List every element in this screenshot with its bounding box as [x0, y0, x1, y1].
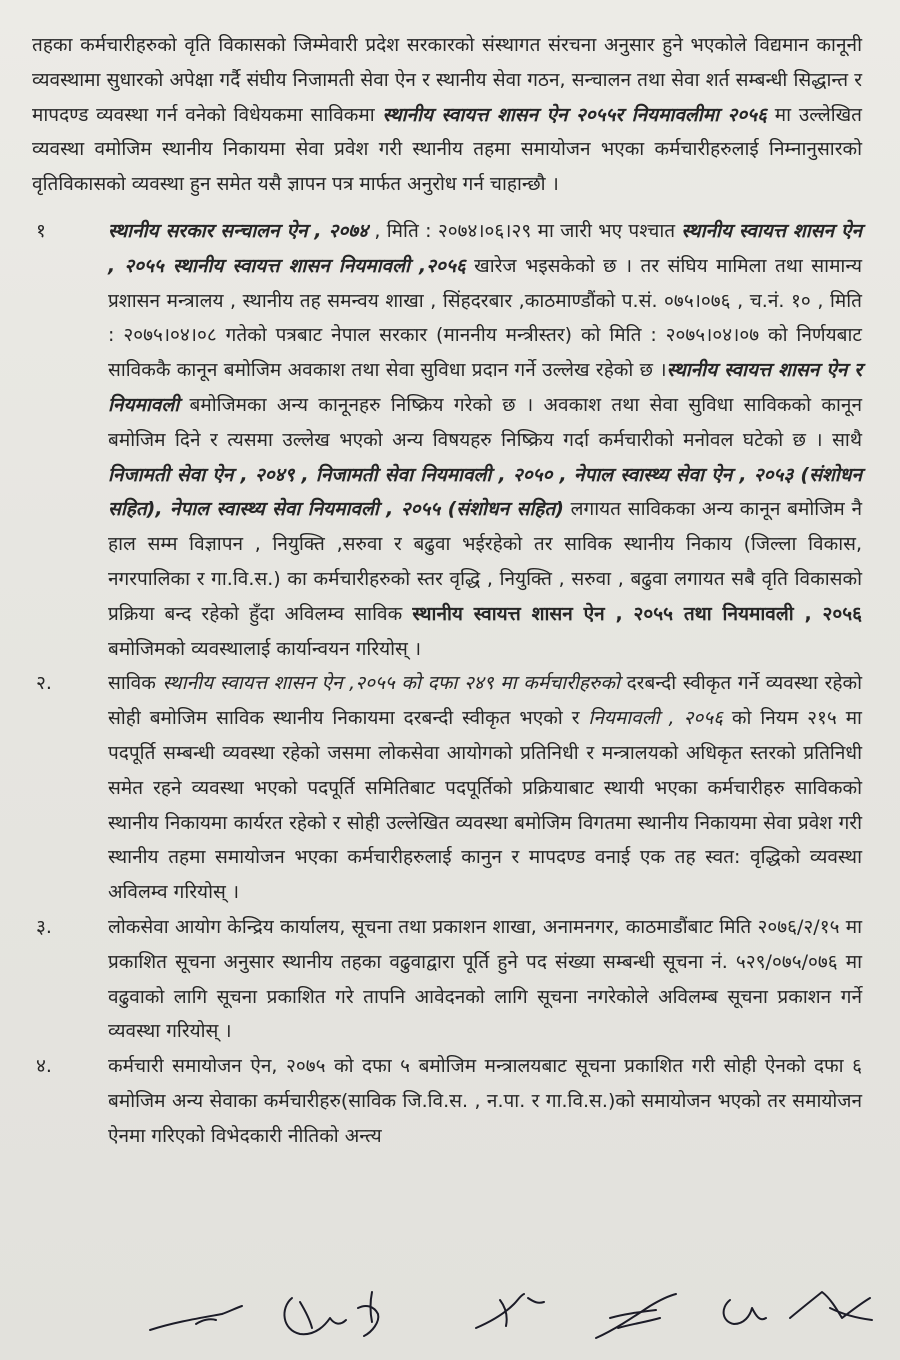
- signature-3: [358, 1292, 378, 1336]
- item-1-text-1: , मिति : २०७४।०६।२९ मा जारी भए पश्चात: [368, 219, 682, 242]
- item-2-italic-2: नियमावली , २०५६: [588, 707, 723, 730]
- item-1-bold-2: स्थानीय स्वायत्त शासन ऐन , २०५५ स्थानीय स्वायत्त शासन नियमावली ,२०५६: [108, 219, 862, 277]
- list-item-3: [32, 910, 862, 1049]
- item-1-text-3: बमोजिमका अन्य कानूनहरु निष्क्रिय गरेको छ । अवकाश तथा सेवा सुविधा साविकको कानून बमोजिम दिने र त्यसमा उल्लेख भएको अन्य विषयहरु निष्क्रिय गर्दा कर्मचारीको मनोवल घटेको छ । साथै: [108, 393, 862, 451]
- item-1-text-4: लगायत साविकका अन्य कानून बमोजिम नै हाल सम्म विज्ञापन , नियुक्ति ,सरुवा र बढुवा भईरहेको तर साविक स्थानीय निकाय (जिल्ला विकास, नगरपालिका र गा.वि.स.) का कर्मचारीहरुको स्तर वृद्धि , नियुक्ति , सरुवा , बढुवा लगायत सबै वृति विकासको प्रक्रिया बन्द रहेको हुँदा अविलम्व साविक: [108, 498, 863, 625]
- signature-4: [476, 1294, 544, 1328]
- item-body: [108, 214, 862, 666]
- item-1-bold-5: स्थानीय स्वायत्त शासन ऐन , २०५५ तथा नियमावली , २०५६: [412, 602, 863, 625]
- item-number: ३.: [36, 915, 52, 938]
- item-number: १: [36, 219, 46, 242]
- item-2-text-1: साविक: [108, 672, 163, 695]
- item-number: २.: [36, 672, 52, 695]
- item-body: [108, 666, 862, 910]
- item-body: कर्मचारी समायोजन ऐन, २०७५ को दफा ५ बमोजिम मन्त्रालयबाट सूचना प्रकाशित गरी सोही ऐनको दफा ६ बमोजिम अन्य सेवाका कर्मचारीहरु(साविक जि.वि.स. , न.पा. र गा.वि.स.)को समायोजन भएको तर समायोजन ऐनमा गरिएको विभेदकारी नीतिको अन्त्य: [108, 1055, 862, 1147]
- item-2-text-2: दरबन्दी स्वीकृत गर्ने व्यवस्था रहेको सोही बमोजिम साविक स्थानीय निकायमा दरबन्दी स्वीकृत भएको र: [108, 672, 863, 730]
- intro-paragraph: [32, 28, 862, 202]
- item-1-text-2: खारेज भइसकेको छ । तर संघिय मामिला तथा सामान्य प्रशासन मन्त्रालय , स्थानीय तह समन्वय शाखा , सिंहदरबार ,काठमाण्डौंको प.सं. ०७५।०७६ , च.नं. १० , मिति : २०७५।०४।०८ गतेको पत्रबाट नेपाल सरकार (माननीय मन्त्रीस्तर) को मिति : २०७५।०४।०७ को निर्णयबाट साविककै कानून बमोजिम अवकाश तथा सेवा सुविधा प्रदान गर्ने उल्लेख रहेको छ ।: [108, 254, 862, 382]
- item-1-text-5: बमोजिमको व्यवस्थालाई कार्यान्वयन गरियोस् ।: [108, 637, 422, 660]
- item-2-italic-1: स्थानीय स्वायत्त शासन ऐन ,२०५५ को दफा २४९ मा कर्मचारीहरुको: [162, 672, 620, 695]
- list-item-2: [32, 666, 862, 910]
- signature-6: [724, 1292, 872, 1324]
- list-item-1: [32, 214, 862, 666]
- intro-text-2: मा उल्लेखित व्यवस्था वमोजिम स्थानीय निकायमा सेवा प्रवेश गरी स्थानीय तहमा समायोजन भएका कर्मचारीहरुलाई निम्नानुसारको वृतिविकासको व्यवस्था हुन समेत यसै ज्ञापन पत्र मार्फत अनुरोध गर्न चाहान्छौ ।: [32, 103, 862, 196]
- item-body: लोकसेवा आयोग केन्द्रिय कार्यालय, सूचना तथा प्रकाशन शाखा, अनामनगर, काठमाडौंबाट मिति २०७६/२/१५ मा प्रकाशित सूचना अनुसार स्थानीय तहका वढुवाद्वारा पूर्ति हुने पद संख्या सम्बन्धी सूचना नं. ५२९/०७५/०७६ मा वढुवाको लागि सूचना प्रकाशित गरे तापनि आवेदनको लागि सूचना नगरेकोले अविलम्ब सूचना प्रकाशन गर्ने व्यवस्था गरियोस् ।: [108, 915, 862, 1043]
- signature-1: [150, 1306, 242, 1330]
- item-number: ४.: [36, 1055, 52, 1078]
- item-1-bold-3: स्थानीय स्वायत्त शासन ऐन र नियमावली: [108, 359, 862, 416]
- list-item-4: [32, 1049, 862, 1153]
- item-1-bold-4: निजामती सेवा ऐन , २०४९ , निजामती सेवा नियमावली , २०५० , नेपाल स्वास्थ्य सेवा ऐन , २०५३ (संशोधन सहित), नेपाल स्वास्थ्य सेवा नियमावली , २०५५ (संशोधन सहित): [108, 463, 862, 521]
- signature-2: [284, 1298, 346, 1334]
- intro-text-1: तहका कर्मचारीहरुको वृति विकासको जिम्मेवारी प्रदेश सरकारको संस्थागत संरचना अनुसार हुने भएकोले विद्यमान कानूनी व्यवस्थामा सुधारको अपेक्षा गर्दै संघीय निजामती सेवा ऐन र स्थानीय सेवा गठन, सन्चालन तथा सेवा शर्त सम्बन्धी सिद्धान्त र मापदण्ड व्यवस्था गर्न वनेको विधेयकमा साविकमा: [32, 34, 862, 126]
- intro-bold-act-reference: स्थानीय स्वायत्त शासन ऐन २०५५र नियमावलीमा २०५६: [382, 103, 767, 126]
- signatures-row: [0, 1278, 900, 1360]
- item-2-text-3: को नियम २१५ मा पदपूर्ति सम्बन्धी व्यवस्था रहेको जसमा लोकसेवा आयोगको प्रतिनिधी र मन्त्रालयको अधिकृत स्तरको प्रतिनिधी समेत रहने व्यवस्था भएको पदपूर्ति समितिबाट पदपूर्तिको प्रक्रियाबाट स्थायी भएका कर्मचारीहरु साविकको स्थानीय निकायमा कार्यरत रहेको र सोही उल्लेखित व्यवस्था बमोजिम विगतमा स्थानीय निकायमा सेवा प्रवेश गरी स्थानीय तहमा समायोजन भएका कर्मचारीहरुलाई कानुन र मापदण्ड वनाई एक तह स्वत: वृद्धिको व्यवस्था अविलम्व गरियोस् ।: [108, 707, 862, 904]
- letter-text: [32, 28, 862, 1154]
- handwritten-signatures: [0, 1278, 900, 1360]
- item-1-bold-1: स्थानीय सरकार सन्चालन ऐन , २०७४: [108, 219, 369, 242]
- signature-5: [596, 1294, 676, 1338]
